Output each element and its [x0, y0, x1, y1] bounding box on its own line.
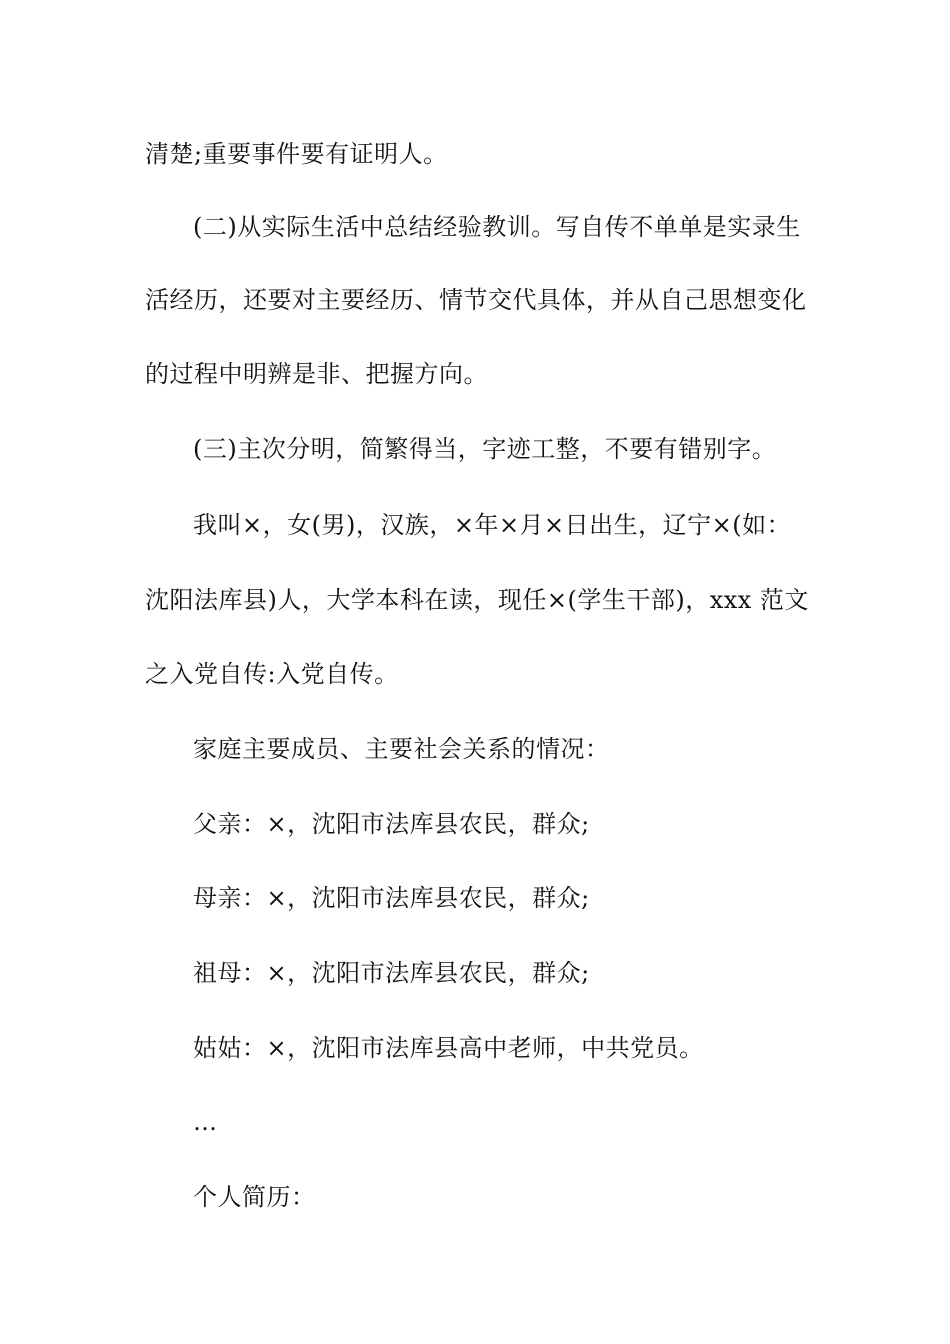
paragraph-line: 父亲：×，沈阳市法库县农民，群众;: [193, 810, 590, 838]
paragraph-line: 之入党自传:入党自传。: [145, 660, 399, 688]
paragraph-line: 活经历，还要对主要经历、情节交代具体，并从自己思想变化: [145, 286, 807, 314]
paragraph-line: 清楚;重要事件要有证明人。: [145, 140, 448, 168]
paragraph-line: 母亲：×，沈阳市法库县农民，群众;: [193, 884, 590, 912]
paragraph-line: (三)主次分明，简繁得当，字迹工整，不要有错别字。: [193, 435, 777, 463]
paragraph-line: 家庭主要成员、主要社会关系的情况：: [193, 735, 610, 763]
paragraph-line: 姑姑：×，沈阳市法库县高中老师，中共党员。: [193, 1034, 704, 1062]
paragraph-line: 祖母：×，沈阳市法库县农民，群众;: [193, 959, 590, 987]
paragraph-line: 的过程中明辨是非、把握方向。: [145, 360, 488, 388]
paragraph-line: …: [193, 1108, 218, 1136]
paragraph-line: 我叫×，女(男)，汉族，×年×月×日出生，辽宁×(如：: [193, 511, 792, 539]
paragraph-line: 沈阳法库县)人，大学本科在读，现任×(学生干部)，xxx 范文: [145, 586, 809, 614]
paragraph-line: (二)从实际生活中总结经验教训。写自传不单单是实录生: [193, 213, 801, 241]
paragraph-line: 个人简历：: [193, 1183, 316, 1211]
